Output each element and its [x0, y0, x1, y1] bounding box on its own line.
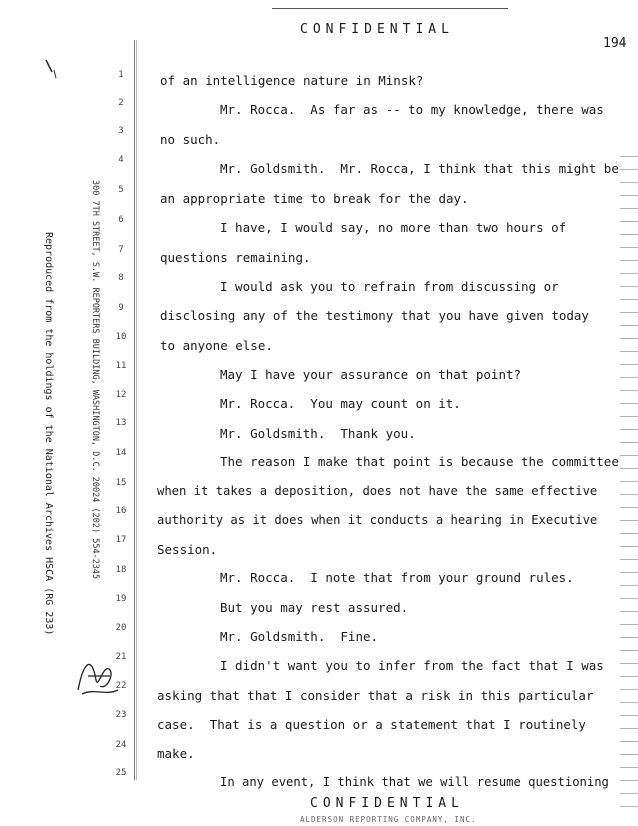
line-number: 23	[115, 710, 127, 720]
transcript-line: Mr. Goldsmith. Thank you.	[220, 426, 416, 441]
transcript-line: I have, I would say, no more than two hours of	[220, 220, 567, 235]
top-rule	[272, 8, 508, 9]
archive-note: Reproduced from the holdings of the National Archives HSCA (RG 233)	[43, 232, 54, 636]
line-number: 3	[118, 126, 124, 136]
transcript-line: make.	[157, 746, 195, 761]
line-number: 12	[115, 390, 127, 400]
line-number: 24	[115, 740, 127, 750]
transcript-line: to anyone else.	[160, 338, 273, 353]
transcript-line: Mr. Rocca. You may count on it.	[220, 396, 461, 411]
line-number: 6	[118, 215, 124, 225]
line-number: 5	[118, 185, 124, 195]
scan-edge-noise	[620, 150, 638, 810]
line-number: 1	[118, 70, 124, 80]
line-number: 21	[115, 652, 127, 662]
transcript-line: In any event, I think that we will resume questioning	[220, 775, 609, 789]
transcript-line: disclosing any of the testimony that you have given today	[160, 308, 589, 323]
line-number: 4	[118, 155, 124, 165]
line-number: 18	[115, 565, 127, 575]
transcript-line: The reason I make that point is because the committee	[220, 454, 619, 469]
margin-mark	[44, 58, 58, 80]
transcript-line: no such.	[160, 132, 221, 147]
transcript-line: an appropriate time to break for the day.	[160, 191, 469, 206]
line-number: 8	[118, 273, 124, 283]
transcript-line: authority as it does when it conducts a hearing in Executive	[157, 513, 598, 527]
line-number: 19	[115, 594, 127, 604]
transcript-line: Mr. Goldsmith. Fine.	[220, 629, 379, 644]
transcript-line: I didn't want you to infer from the fact that I was	[220, 658, 604, 673]
line-number: 9	[118, 303, 124, 313]
page-number: 194	[603, 36, 627, 51]
line-number: 11	[115, 361, 127, 371]
line-number: 7	[118, 245, 124, 255]
line-number: 10	[115, 332, 127, 342]
margin-rule-inner	[136, 40, 137, 780]
transcript-line: Mr. Rocca. I note that from your ground rules.	[220, 570, 574, 585]
footer-title: CONFIDENTIAL	[310, 796, 464, 811]
header-title: CONFIDENTIAL	[300, 22, 454, 37]
footer-company: ALDERSON REPORTING COMPANY, INC.	[300, 815, 477, 824]
line-number: 20	[115, 623, 127, 633]
transcript-line: Session.	[157, 542, 218, 557]
line-number: 25	[115, 768, 127, 778]
line-number: 22	[115, 681, 127, 691]
margin-rule	[134, 40, 135, 780]
line-number: 2	[118, 98, 124, 108]
transcript-line: I would ask you to refrain from discussing or	[220, 279, 559, 294]
line-number: 13	[115, 418, 127, 428]
transcript-line: Mr. Goldsmith. Mr. Rocca, I think that this might be	[220, 161, 619, 176]
line-number: 16	[115, 506, 127, 516]
transcript-line: asking that that I consider that a risk in this particular	[157, 688, 594, 703]
line-number: 15	[115, 478, 127, 488]
transcript-line: case. That is a question or a statement that I routinely	[157, 717, 586, 732]
transcript-line: But you may rest assured.	[220, 600, 409, 615]
transcript-line: May I have your assurance on that point?	[220, 367, 522, 382]
transcript-line: when it takes a deposition, does not have the same effective	[157, 484, 598, 498]
line-number: 17	[115, 535, 127, 545]
transcript-line: of an intelligence nature in Minsk?	[160, 73, 424, 88]
transcript-line: questions remaining.	[160, 250, 311, 265]
transcript-line: Mr. Rocca. As far as -- to my knowledge, there was	[220, 102, 604, 117]
line-number: 14	[115, 448, 127, 458]
reporter-address: 300 7TH STREET, S.W. REPORTERS BUILDING, WASHINGTON, D.C. 20024 (202) 554-2345	[90, 180, 100, 580]
